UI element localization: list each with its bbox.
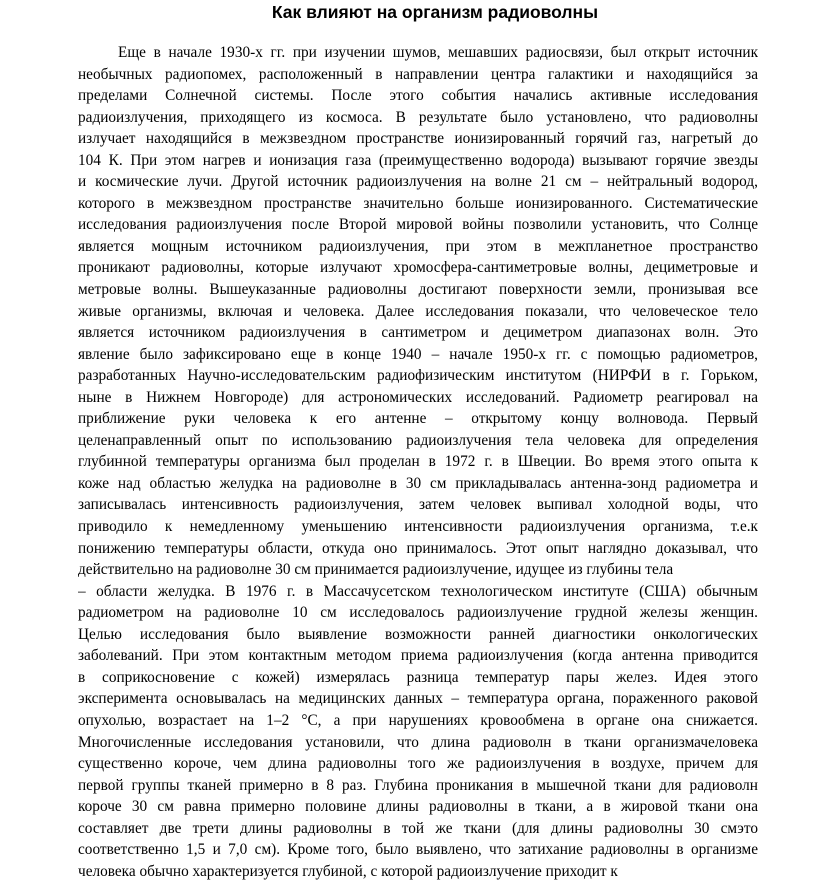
text-line: человека обычно характеризуется глубиной, с которой радиоизлучение приходит к bbox=[78, 862, 618, 880]
text-line: коже над областью желудка на радиоволне в 30 см прикладывалась антенна-зонд радиометра и bbox=[78, 474, 758, 492]
text-line: ныне в Нижнем Новгороде) для астрономических исследований. Радиометр реагировал на bbox=[78, 388, 758, 406]
text-line: проникают радиоволны, которые излучают хромосфера-сантиметровые волны, дециметровые и bbox=[78, 259, 758, 277]
text-line: и космические лучи. Другой источник радиоизлучения на волне 21 см – нейтральный водород, bbox=[78, 173, 758, 191]
text-line: записывалась интенсивность радиоизлучения, затем человек выпивал холодной воды, что bbox=[78, 496, 758, 514]
text-line: пределами Солнечной системы. После этого события начались активные исследования bbox=[78, 87, 758, 105]
text-line: излучает находящийся в межзвездном пространстве ионизированный горячий газ, нагретый до bbox=[78, 130, 758, 148]
text-line: приближение руки человека к его антенне – открытому концу волновода. Первый bbox=[78, 410, 758, 428]
text-line: действительно на радиоволне 30 см принимается радиоизлучение, идущее из глубины тела bbox=[78, 561, 674, 579]
text-line: опухолью, возрастает на 1–2 °С, а при нарушениях кровообмена в органе она снижается. bbox=[78, 711, 758, 729]
document-title: Как влияют на организм радиоволны bbox=[271, 2, 599, 22]
text-line: Еще в начале 1930-х гг. при изучении шумов, мешавших радиосвязи, был открыт источник bbox=[118, 44, 758, 61]
text-line: короче 30 см равна примерно половине длины радиоволны в ткани, а в жировой ткани она bbox=[78, 798, 758, 816]
text-line: Целью исследования было выявление возможности ранней диагностики онкологических bbox=[78, 625, 758, 643]
text-line: является мощным источником радиоизлучения, при этом в межпланетное пространство bbox=[78, 237, 758, 255]
text-line: заболеваний. При этом контактным методом приема радиоизлучения (когда антенна приводится bbox=[78, 647, 758, 665]
text-line: необычных радиопомех, расположенный в направлении центра галактики и находящийся за bbox=[78, 65, 758, 83]
text-line: существенно короче, чем длина радиоволны того же радиоизлучения в воздухе, причем для bbox=[78, 755, 758, 773]
text-line: в соприкосновение с кожей) измерялась разница температур пары желез. Идея этого bbox=[78, 668, 758, 686]
text-line: целенаправленный опыт по использованию радиоизлучения тела человека для определения bbox=[78, 431, 758, 449]
text-line: исследования радиоизлучения после Второй мировой войны позволили установить, что Солнце bbox=[78, 216, 758, 234]
text-line: разработанных Научно-исследовательским радиофизическим институтом (НИРФИ в г. Горьком, bbox=[78, 367, 758, 385]
text-line: эксперимента основывалась на медицинских данных – температура органа, пораженного раковой bbox=[78, 690, 758, 708]
text-line: приводило к немедленному уменьшению интенсивности радиоизлучения организма, т.е.к bbox=[78, 518, 758, 536]
text-line: глубинной температуры организма был проделан в 1972 г. в Швеции. Во время этого опыта к bbox=[78, 453, 758, 471]
text-line: живые организмы, включая и человека. Далее исследования показали, что человеческое тело bbox=[78, 302, 758, 320]
text-line: составляет две трети длины радиоволны в той же ткани (для длины радиоволны 30 смэто bbox=[78, 819, 758, 837]
text-line: понижению температуры области, откуда оно принималось. Этот опыт наглядно доказывал, что bbox=[78, 539, 758, 557]
text-line: является источником радиоизлучения в сантиметром и дециметром диапазонах волн. Это bbox=[78, 324, 758, 342]
text-line: первой группы тканей примерно в 8 раз. Глубина проникания в мышечной ткани для радиоволн bbox=[78, 776, 758, 794]
text-line: радиометром на радиоволне 10 см исследовалось радиоизлучение грудной железы женщин. bbox=[78, 604, 758, 622]
text-line: которого в межзвездном пространстве значительно больше ионизированного. Систематические bbox=[78, 194, 758, 212]
text-line: радиоизлучения, приходящего из космоса. В результате было установлено, что радиоволны bbox=[78, 108, 758, 126]
text-line: – области желудка. В 1976 г. в Массачусетском технологическом институте (США) обычным bbox=[78, 582, 758, 600]
text-line: явление было зафиксировано еще в конце 1940 – начале 1950-х гг. с помощью радиометров, bbox=[78, 345, 758, 363]
text-line: метровые волны. Вышеуказанные радиоволны достигают поверхности земли, пронизывая все bbox=[78, 281, 758, 299]
text-line: Многочисленные исследования установили, что длина радиоволн в ткани организмачеловека bbox=[78, 733, 758, 751]
text-line: соответственно 1,5 и 7,0 см). Кроме того, было выявлено, что затихание радиоволны в организме bbox=[78, 841, 758, 859]
document-body bbox=[78, 42, 758, 882]
text-line: 104 К. При этом нагрев и ионизация газа (преимущественно водорода) вызывают горячие звезды bbox=[78, 151, 758, 169]
